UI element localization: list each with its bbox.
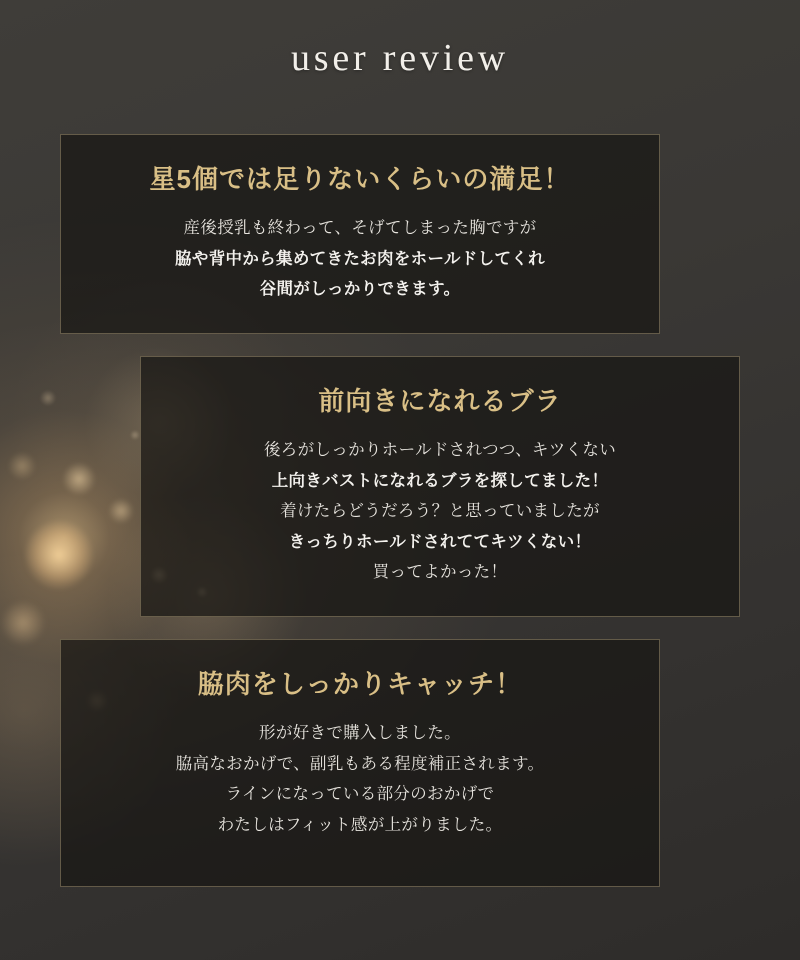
review-card: [60, 134, 660, 334]
review-line: きっちりホールドされててキツくない！: [288, 532, 592, 551]
review-card: [60, 639, 660, 887]
review-heading: 脇肉をしっかりキャッチ！: [197, 668, 523, 699]
bokeh-light-icon: [40, 390, 56, 406]
review-card: [140, 356, 740, 617]
review-line: 形が好きで購入しました。: [259, 724, 461, 743]
review-heading: 前向きになれるブラ: [318, 385, 562, 416]
review-line: 上向きバストになれるブラを探してました！: [271, 471, 609, 490]
bokeh-light-icon: [130, 430, 140, 440]
bokeh-light-icon: [24, 520, 94, 590]
review-heading: 星5個では足りないくらいの満足！: [149, 164, 571, 194]
review-line: 産後授乳も終わって、そげてしまった胸ですが: [183, 219, 537, 238]
review-line: 脇や背中から集めてきたお肉をホールドしてくれ: [175, 249, 545, 268]
bokeh-light-icon: [62, 462, 96, 496]
review-line: 谷間がしっかりできます。: [259, 280, 461, 299]
review-line: 脇高なおかげで、副乳もある程度補正されます。: [175, 754, 545, 773]
bokeh-light-icon: [0, 600, 46, 646]
review-line: 後ろがしっかりホールドされつつ、キツくない: [263, 441, 617, 460]
bokeh-light-icon: [8, 452, 36, 480]
review-line: 着けたらどうだろう？と思っていましたが: [280, 502, 600, 521]
bokeh-light-icon: [108, 498, 134, 524]
review-line: 買ってよかった！: [372, 563, 508, 582]
review-line: ラインになっている部分のおかげで: [225, 785, 495, 804]
page-title: user review: [291, 37, 509, 79]
review-line: わたしはフィット感が上がりました。: [217, 815, 503, 834]
